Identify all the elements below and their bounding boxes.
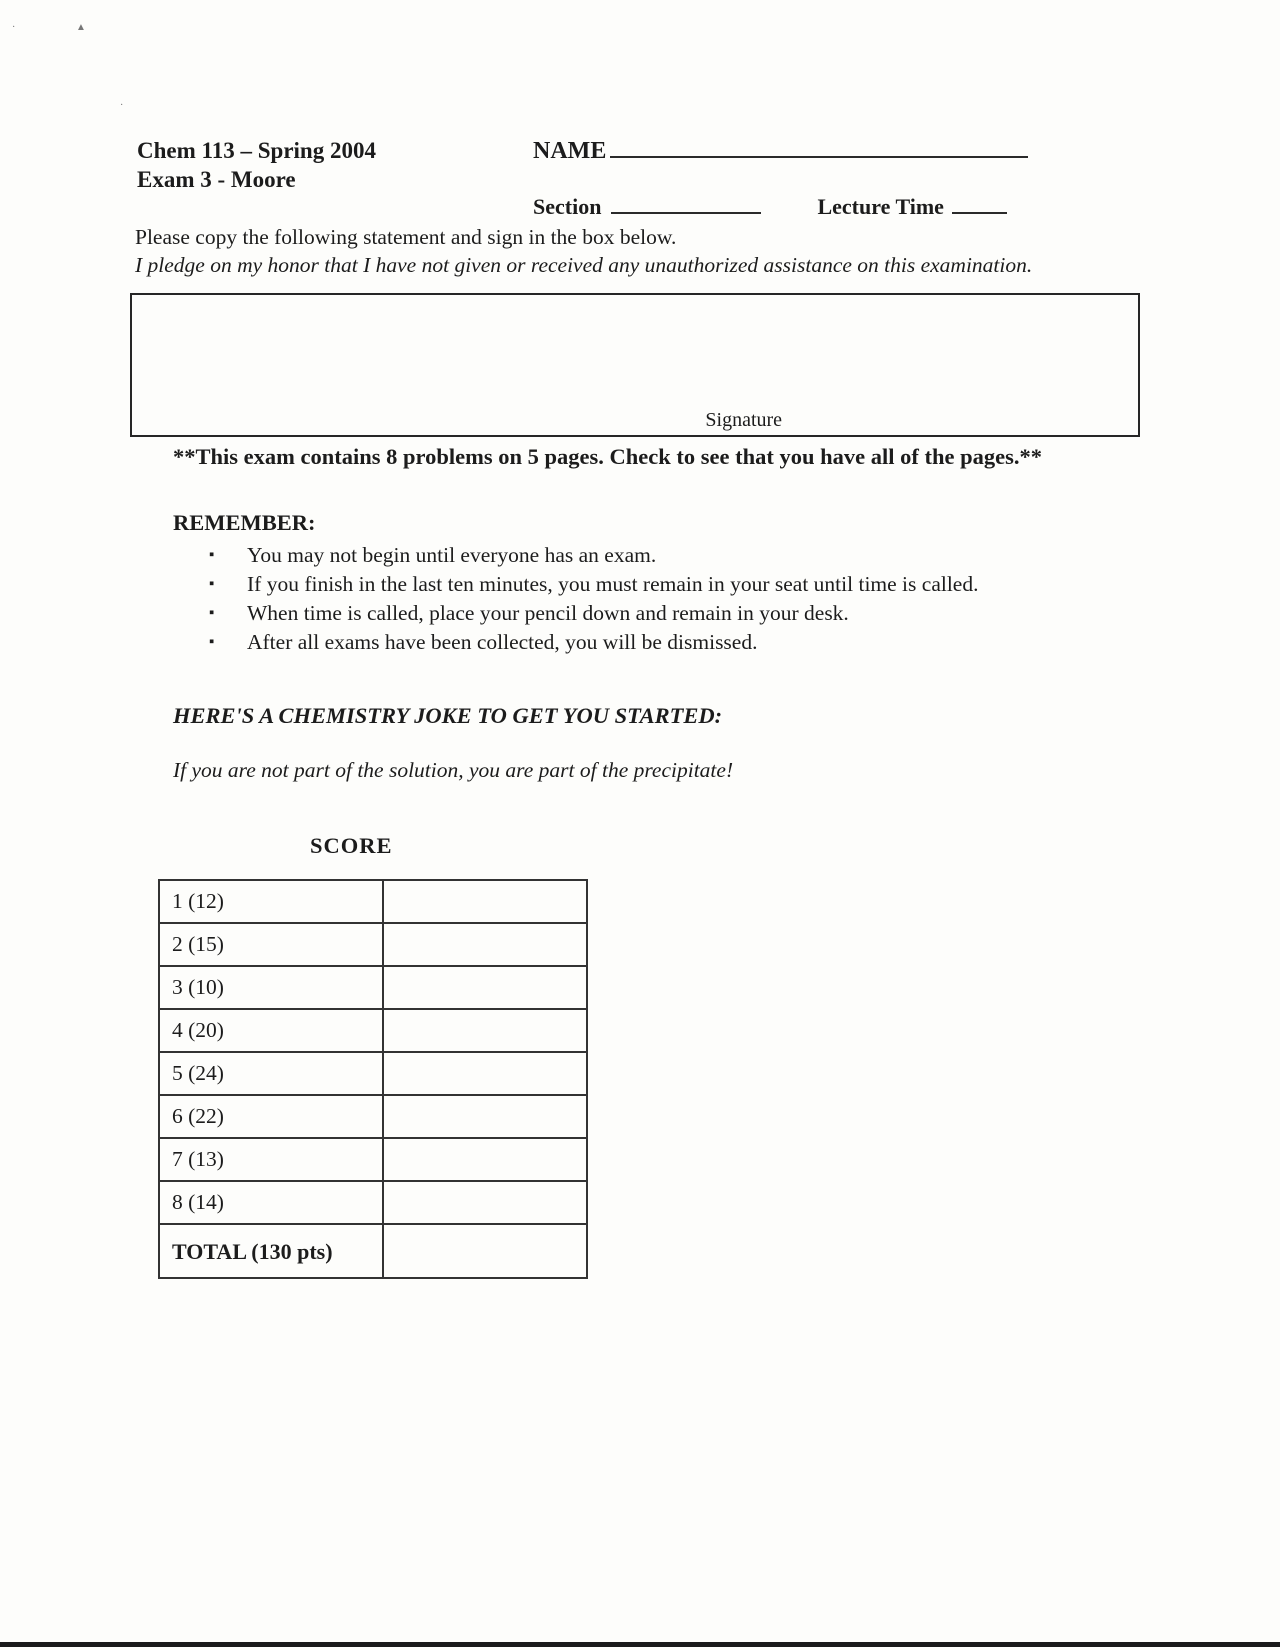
honor-pledge-text: I pledge on my honor that I have not given or received any unauthorized assistance on this examination. (135, 253, 1033, 277)
scan-artifact: · (120, 100, 124, 111)
score-value-blank (383, 1095, 587, 1138)
joke-text: If you are not part of the solution, you are part of the precipitate! (173, 758, 734, 782)
score-heading: SCORE (310, 833, 393, 858)
table-row (159, 1138, 587, 1181)
section-blank-line (611, 194, 761, 214)
scan-artifact: · (12, 22, 16, 33)
square-bullet-icon: ▪ (209, 605, 215, 621)
score-value-blank (383, 1181, 587, 1224)
score-row-label: 1 (12) (159, 880, 383, 923)
table-row (159, 880, 587, 923)
course-title: Chem 113 – Spring 2004 (137, 138, 376, 163)
score-row-label: 4 (20) (159, 1009, 383, 1052)
section-label: Section (533, 194, 602, 219)
score-row-label: 5 (24) (159, 1052, 383, 1095)
scan-edge-artifact (0, 1642, 1280, 1647)
lecture-time-label: Lecture Time (817, 194, 944, 219)
list-item (209, 571, 999, 598)
name-blank-line (610, 138, 1028, 158)
remember-item-text: If you finish in the last ten minutes, you must remain in your seat until time is called. (247, 572, 979, 596)
pages-notice: **This exam contains 8 problems on 5 pages. Check to see that you have all of the pages.** (173, 444, 1042, 469)
scan-artifact: ▲︎ (76, 22, 86, 33)
square-bullet-icon: ▪ (209, 576, 215, 592)
score-total-label: TOTAL (130 pts) (159, 1224, 383, 1278)
score-value-blank (383, 923, 587, 966)
score-total-blank (383, 1224, 587, 1278)
copy-statement-instruction: Please copy the following statement and sign in the box below. (135, 225, 677, 249)
remember-list (209, 542, 999, 656)
name-label: NAME (533, 138, 607, 164)
table-row-total (159, 1224, 587, 1278)
remember-item-text: You may not begin until everyone has an exam. (247, 543, 657, 567)
score-row-label: 8 (14) (159, 1181, 383, 1224)
score-row-label: 3 (10) (159, 966, 383, 1009)
score-value-blank (383, 1052, 587, 1095)
course-block (137, 136, 376, 194)
score-row-label: 2 (15) (159, 923, 383, 966)
list-item (209, 542, 999, 569)
name-field-row (533, 138, 1028, 165)
list-item (209, 629, 999, 656)
remember-heading: REMEMBER: (173, 510, 316, 535)
exam-title: Exam 3 - Moore (137, 167, 296, 192)
lecture-time-blank-line (952, 194, 1007, 214)
score-row-label: 6 (22) (159, 1095, 383, 1138)
square-bullet-icon: ▪ (209, 634, 215, 650)
signature-label: Signature (705, 409, 783, 431)
score-value-blank (383, 1009, 587, 1052)
table-row (159, 966, 587, 1009)
section-field-row (533, 194, 1007, 220)
table-row (159, 923, 587, 966)
table-row (159, 1181, 587, 1224)
score-row-label: 7 (13) (159, 1138, 383, 1181)
score-value-blank (383, 1138, 587, 1181)
joke-heading: HERE'S A CHEMISTRY JOKE TO GET YOU STARTED: (173, 703, 723, 728)
page-body (135, 224, 1145, 1279)
table-row (159, 1095, 587, 1138)
score-table (158, 879, 588, 1279)
score-value-blank (383, 966, 587, 1009)
square-bullet-icon: ▪ (209, 547, 215, 563)
table-row (159, 1009, 587, 1052)
list-item (209, 600, 999, 627)
signature-box (130, 293, 1140, 437)
remember-item-text: After all exams have been collected, you will be dismissed. (247, 630, 758, 654)
remember-item-text: When time is called, place your pencil down and remain in your desk. (247, 601, 849, 625)
table-row (159, 1052, 587, 1095)
score-value-blank (383, 880, 587, 923)
